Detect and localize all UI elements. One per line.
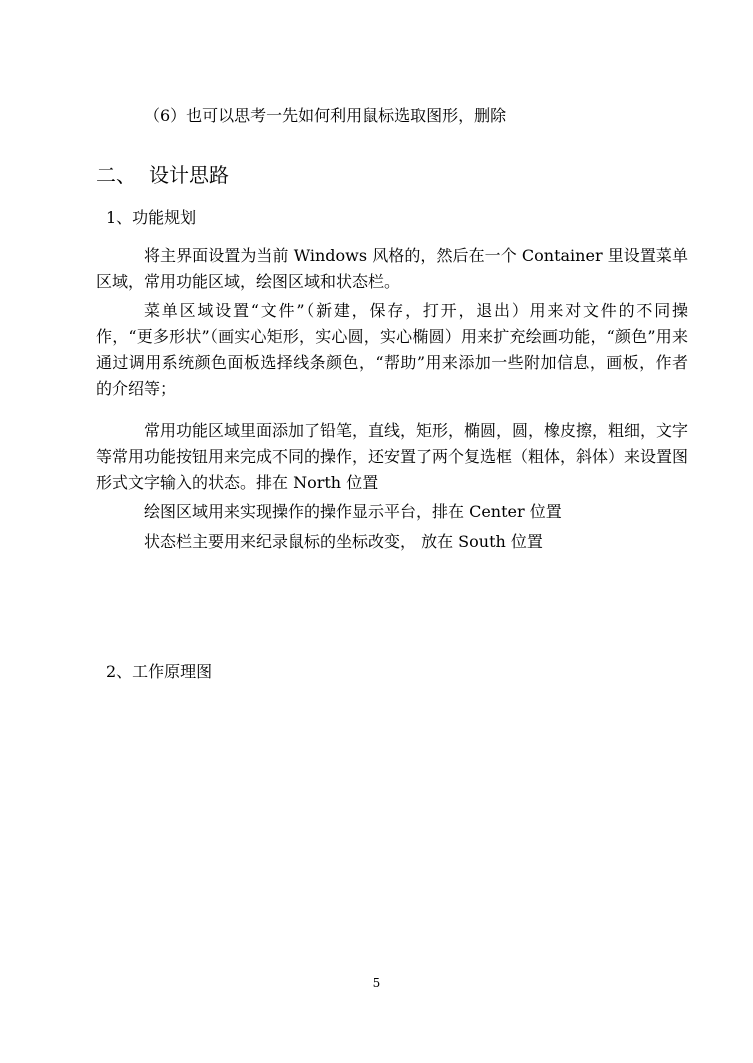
paragraph-status-bar: 状态栏主要用来纪录鼠标的坐标改变， 放在 South 位置 xyxy=(144,532,543,551)
paragraph-menu-area: 菜单区域设置“文件”（新建，保存，打开，退出）用来对文件的不同操作，“更多形状”（画实心矩形，实心圆，实心椭圆）用来扩充绘画功能，“颜色”用来通过调用系统颜色面板选择线条颜色，“帮助”用来添加一些附加信息，画板，作者的介绍等； xyxy=(96,301,688,398)
paragraph-main-interface: 将主界面设置为当前 Windows 风格的，然后在一个 Container 里设置菜单区域，常用功能区域，绘图区域和状态栏。 xyxy=(96,246,688,291)
section-heading-title: 设计思路 xyxy=(149,163,229,187)
paragraph-drawing-area: 绘图区域用来实现操作的操作显示平台，排在 Center 位置 xyxy=(144,502,562,521)
numbered-item-6: （6）也可以思考一先如何利用鼠标选取图形，删除 xyxy=(144,106,507,125)
page-number: 5 xyxy=(372,976,381,990)
subsection-heading-1: 1、功能规划 xyxy=(106,208,197,227)
section-heading-number: 二、 xyxy=(96,163,136,187)
subsection-heading-2: 2、工作原理图 xyxy=(106,662,213,681)
paragraph-toolbar-area: 常用功能区域里面添加了铅笔，直线，矩形，椭圆，圆，橡皮擦，粗细，文字等常用功能按钮用来完成不同的操作，还安置了两个复选框（粗体，斜体）来设置图形式文字输入的状态。排在 North 位置 xyxy=(96,421,689,492)
